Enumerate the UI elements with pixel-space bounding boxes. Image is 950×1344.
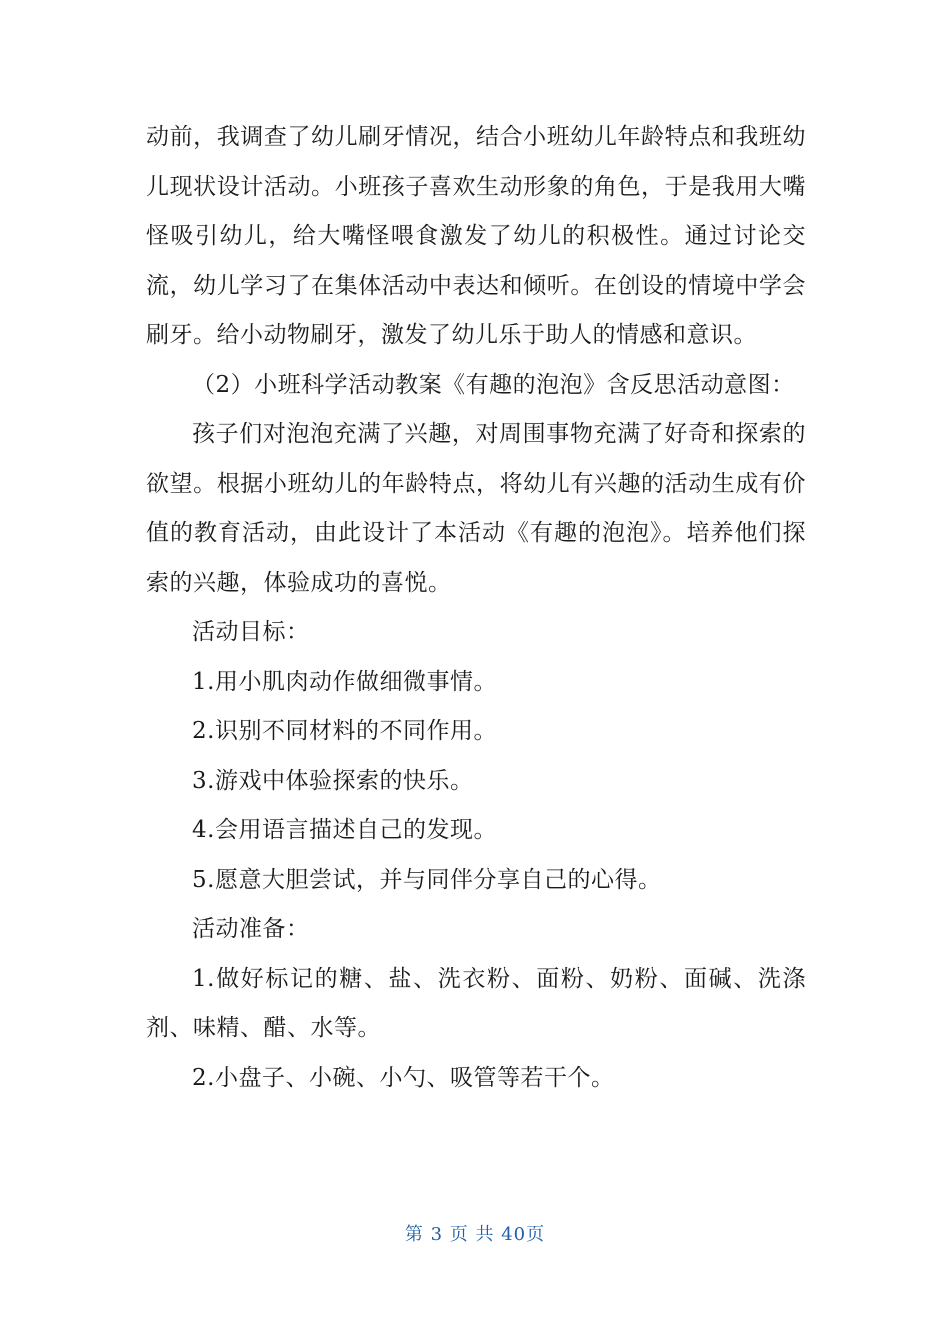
heading-activity-goals: 活动目标： [192, 619, 310, 645]
preparation-item-1: 1.做好标记的糖、盐、洗衣粉、面粉、奶粉、面碱、洗涤剂、味精、醋、水等。 [146, 965, 806, 1041]
preparation-item-2: 2.小盘子、小碗、小勺、吸管等若干个。 [192, 1064, 615, 1091]
goal-item-4: 4.会用语言描述自己的发现。 [192, 817, 497, 843]
goal-item-5: 5.愿意大胆尝试，并与同伴分享自己的心得。 [192, 866, 662, 893]
goal-item-2: 2.识别不同材料的不同作用。 [192, 718, 497, 744]
goal-item-3: 3.游戏中体验探索的快乐。 [192, 767, 474, 794]
page-number-footer: 第 3 页 共 40页 [404, 1224, 546, 1245]
paragraph-intro-continued: 动前，我调查了幼儿刷牙情况，结合小班幼儿年龄特点和我班幼儿现状设计活动。小班孩子喜欢生动形象的角色，于是我用大嘴怪吸引幼儿，给大嘴怪喂食激发了幼儿的积极性。通过讨论交流，幼儿学习了在集体活动中表达和倾听。在创设的情境中学会刷牙。给小动物刷牙，激发了幼儿乐于助人的情感和意识。 [146, 124, 806, 348]
goal-item-1: 1.用小肌肉动作做细微事情。 [192, 668, 497, 695]
heading-activity-preparation: 活动准备： [192, 916, 310, 942]
paragraph-activity-intent: 孩子们对泡泡充满了兴趣，对周围事物充满了好奇和探索的欲望。根据小班幼儿的年龄特点，将幼儿有兴趣的活动生成有价值的教育活动，由此设计了本活动《有趣的泡泡》。培养他们探索的兴趣，体验成功的喜悦。 [146, 421, 806, 596]
document-body [146, 113, 806, 1103]
section-heading-bubbles: （2）小班科学活动教案《有趣的泡泡》含反思活动意图： [192, 371, 795, 398]
